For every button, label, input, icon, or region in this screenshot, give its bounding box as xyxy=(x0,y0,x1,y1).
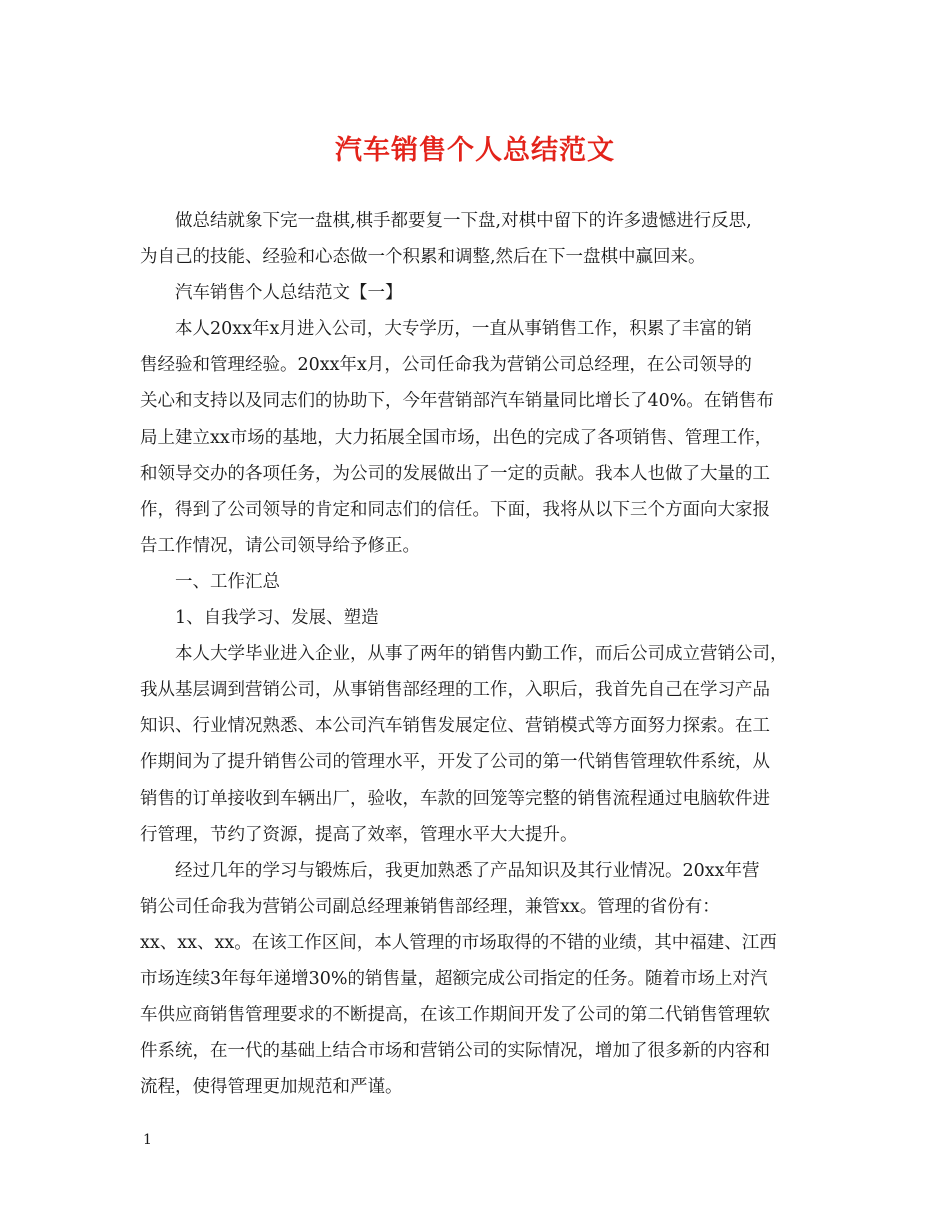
body-line: 本人大学毕业进入企业，从事了两年的销售内勤工作，而后公司成立营销公司， xyxy=(175,644,788,665)
body-line: 售经验和管理经验。20xx年x月，公司任命我为营销公司总经理，在公司领导的 xyxy=(140,355,752,376)
body-line: 1、自我学习、发展、塑造 xyxy=(175,608,379,629)
body-line: 告工作情况，请公司领导给予修正。 xyxy=(140,535,420,556)
body-line: 和领导交办的各项任务，为公司的发展做出了一定的贡献。我本人也做了大量的工 xyxy=(140,463,770,484)
body-line: 销公司任命我为营销公司副总经理兼销售部经理，兼管xx。管理的省份有： xyxy=(140,896,720,917)
body-line: 市场连续3年每年递增30%的销售量，超额完成公司指定的任务。随着市场上对汽 xyxy=(140,968,768,989)
body-line: 件系统，在一代的基础上结合市场和营销公司的实际情况，增加了很多新的内容和 xyxy=(140,1041,770,1062)
body-line: 为自己的技能、经验和心态做一个积累和调整,然后在下一盘棋中赢回来。 xyxy=(140,247,706,268)
body-line: 一、工作汇总 xyxy=(175,571,280,592)
body-line: 经过几年的学习与锻炼后，我更加熟悉了产品知识及其行业情况。20xx年营 xyxy=(175,860,760,881)
body-line: 作期间为了提升销售公司的管理水平，开发了公司的第一代销售管理软件系统，从 xyxy=(140,752,770,773)
body-line: 车供应商销售管理要求的不断提高，在该工作期间开发了公司的第二代销售管理软 xyxy=(140,1005,770,1026)
page-number: 1 xyxy=(143,1132,152,1148)
body-line: 知识、行业情况熟悉、本公司汽车销售发展定位、营销模式等方面努力探索。在工 xyxy=(140,716,770,737)
body-line: 本人20xx年x月进入公司，大专学历，一直从事销售工作，积累了丰富的销 xyxy=(175,319,752,340)
body-line: 流程，使得管理更加规范和严谨。 xyxy=(140,1077,403,1098)
body-line: 关心和支持以及同志们的协助下，今年营销部汽车销量同比增长了40%。在销售布 xyxy=(140,391,774,412)
body-line: 行管理，节约了资源，提高了效率，管理水平大大提升。 xyxy=(140,824,578,845)
document-title: 汽车销售个人总结范文 xyxy=(335,135,615,166)
body-line: 做总结就象下完一盘棋,棋手都要复一下盘,对棋中留下的许多遗憾进行反思, xyxy=(175,211,752,231)
body-line: 汽车销售个人总结范文【一】 xyxy=(175,283,403,304)
body-line: 销售的订单接收到车辆出厂，验收，车款的回笼等完整的销售流程通过电脑软件进 xyxy=(140,788,770,809)
document-body xyxy=(140,203,822,1105)
body-line: 局上建立xx市场的基地，大力拓展全国市场，出色的完成了各项销售、管理工作， xyxy=(140,427,773,448)
body-line: 作，得到了公司领导的肯定和同志们的信任。下面，我将从以下三个方面向大家报 xyxy=(140,499,770,520)
body-line: 我从基层调到营销公司，从事销售部经理的工作，入职后，我首先自己在学习产品 xyxy=(140,680,770,701)
body-line: xx、xx、xx。在该工作区间，本人管理的市场取得的不错的业绩，其中福建、江西 xyxy=(140,932,777,953)
